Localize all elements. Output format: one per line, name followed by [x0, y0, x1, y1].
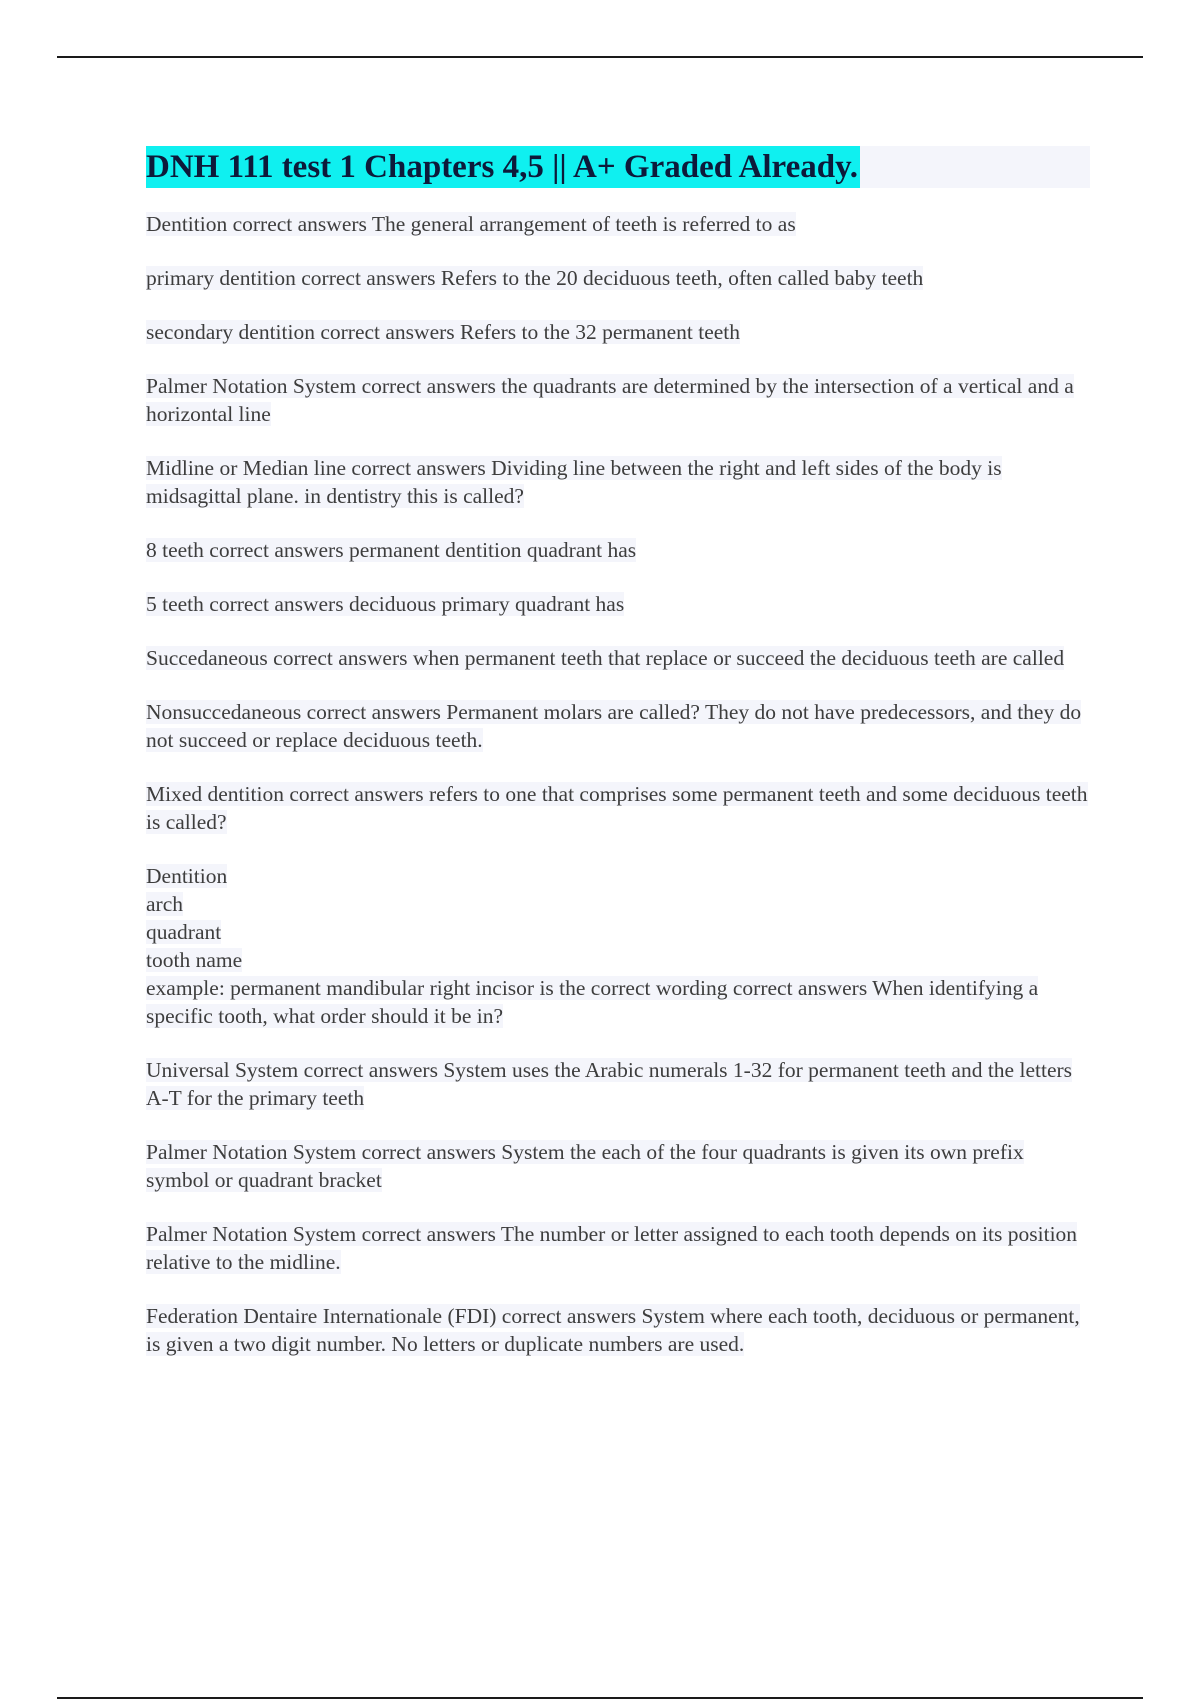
order-question: example: permanent mandibular right incisor is the correct wording correct answers When identifying a specific tooth, what order should it be in?: [146, 976, 1039, 1028]
entry-text: Palmer Notation System correct answers the quadrants are determined by the intersection of a vertical and a horizontal line: [146, 374, 1074, 426]
title-bar: [146, 146, 1090, 188]
flashcard-entry: [146, 210, 1090, 238]
order-line: tooth name: [146, 948, 243, 972]
entry-text: 5 teeth correct answers deciduous primary quadrant has: [146, 592, 625, 616]
entry-text: Dentition correct answers The general arrangement of teeth is referred to as: [146, 212, 796, 236]
entry-text: primary dentition correct answers Refers to the 20 deciduous teeth, often called baby teeth: [146, 266, 924, 290]
order-line: quadrant: [146, 920, 222, 944]
entry-text: Palmer Notation System correct answers The number or letter assigned to each tooth depends on its position relative to the midline.: [146, 1222, 1078, 1274]
flashcard-entry: [146, 1056, 1090, 1112]
flashcard-entry: [146, 454, 1090, 510]
document-body: [146, 146, 1090, 1384]
document-title: DNH 111 test 1 Chapters 4,5 || A+ Graded Already.: [146, 146, 860, 188]
top-rule: [57, 56, 1143, 58]
flashcard-entry: [146, 264, 1090, 292]
flashcard-entry-tooth-order: [146, 862, 1090, 1030]
bottom-rule: [57, 1697, 1143, 1699]
entry-text: Universal System correct answers System uses the Arabic numerals 1-32 for permanent teeth and the letters A-T for the primary teeth: [146, 1058, 1073, 1110]
flashcard-entry: [146, 698, 1090, 754]
flashcard-entry: [146, 1220, 1090, 1276]
flashcard-entry: [146, 318, 1090, 346]
entry-text: 8 teeth correct answers permanent dentition quadrant has: [146, 538, 637, 562]
entry-text: Palmer Notation System correct answers System the each of the four quadrants is given its own prefix symbol or quadrant bracket: [146, 1140, 1024, 1192]
flashcard-entry: [146, 590, 1090, 618]
entry-text: Federation Dentaire Internationale (FDI) correct answers System where each tooth, deciduous or permanent, is given a two digit number. No letters or duplicate numbers are used.: [146, 1304, 1080, 1356]
flashcard-entry: [146, 644, 1090, 672]
entry-text: Succedaneous correct answers when permanent teeth that replace or succeed the deciduous teeth are called: [146, 646, 1065, 670]
flashcard-entry: [146, 780, 1090, 836]
flashcard-entry: [146, 1138, 1090, 1194]
order-line: Dentition: [146, 864, 228, 888]
entry-text: Nonsuccedaneous correct answers Permanent molars are called? They do not have predecessors, and they do not succeed or replace deciduous teeth.: [146, 700, 1082, 752]
flashcard-entry: [146, 372, 1090, 428]
entry-text: Mixed dentition correct answers refers to one that comprises some permanent teeth and some deciduous teeth is called?: [146, 782, 1088, 834]
order-line: arch: [146, 892, 183, 916]
entry-text: Midline or Median line correct answers Dividing line between the right and left sides of the body is midsagittal plane. in dentistry this is called?: [146, 456, 1002, 508]
entry-text: secondary dentition correct answers Refers to the 32 permanent teeth: [146, 320, 741, 344]
flashcard-entry: [146, 1302, 1090, 1358]
flashcard-entry: [146, 536, 1090, 564]
